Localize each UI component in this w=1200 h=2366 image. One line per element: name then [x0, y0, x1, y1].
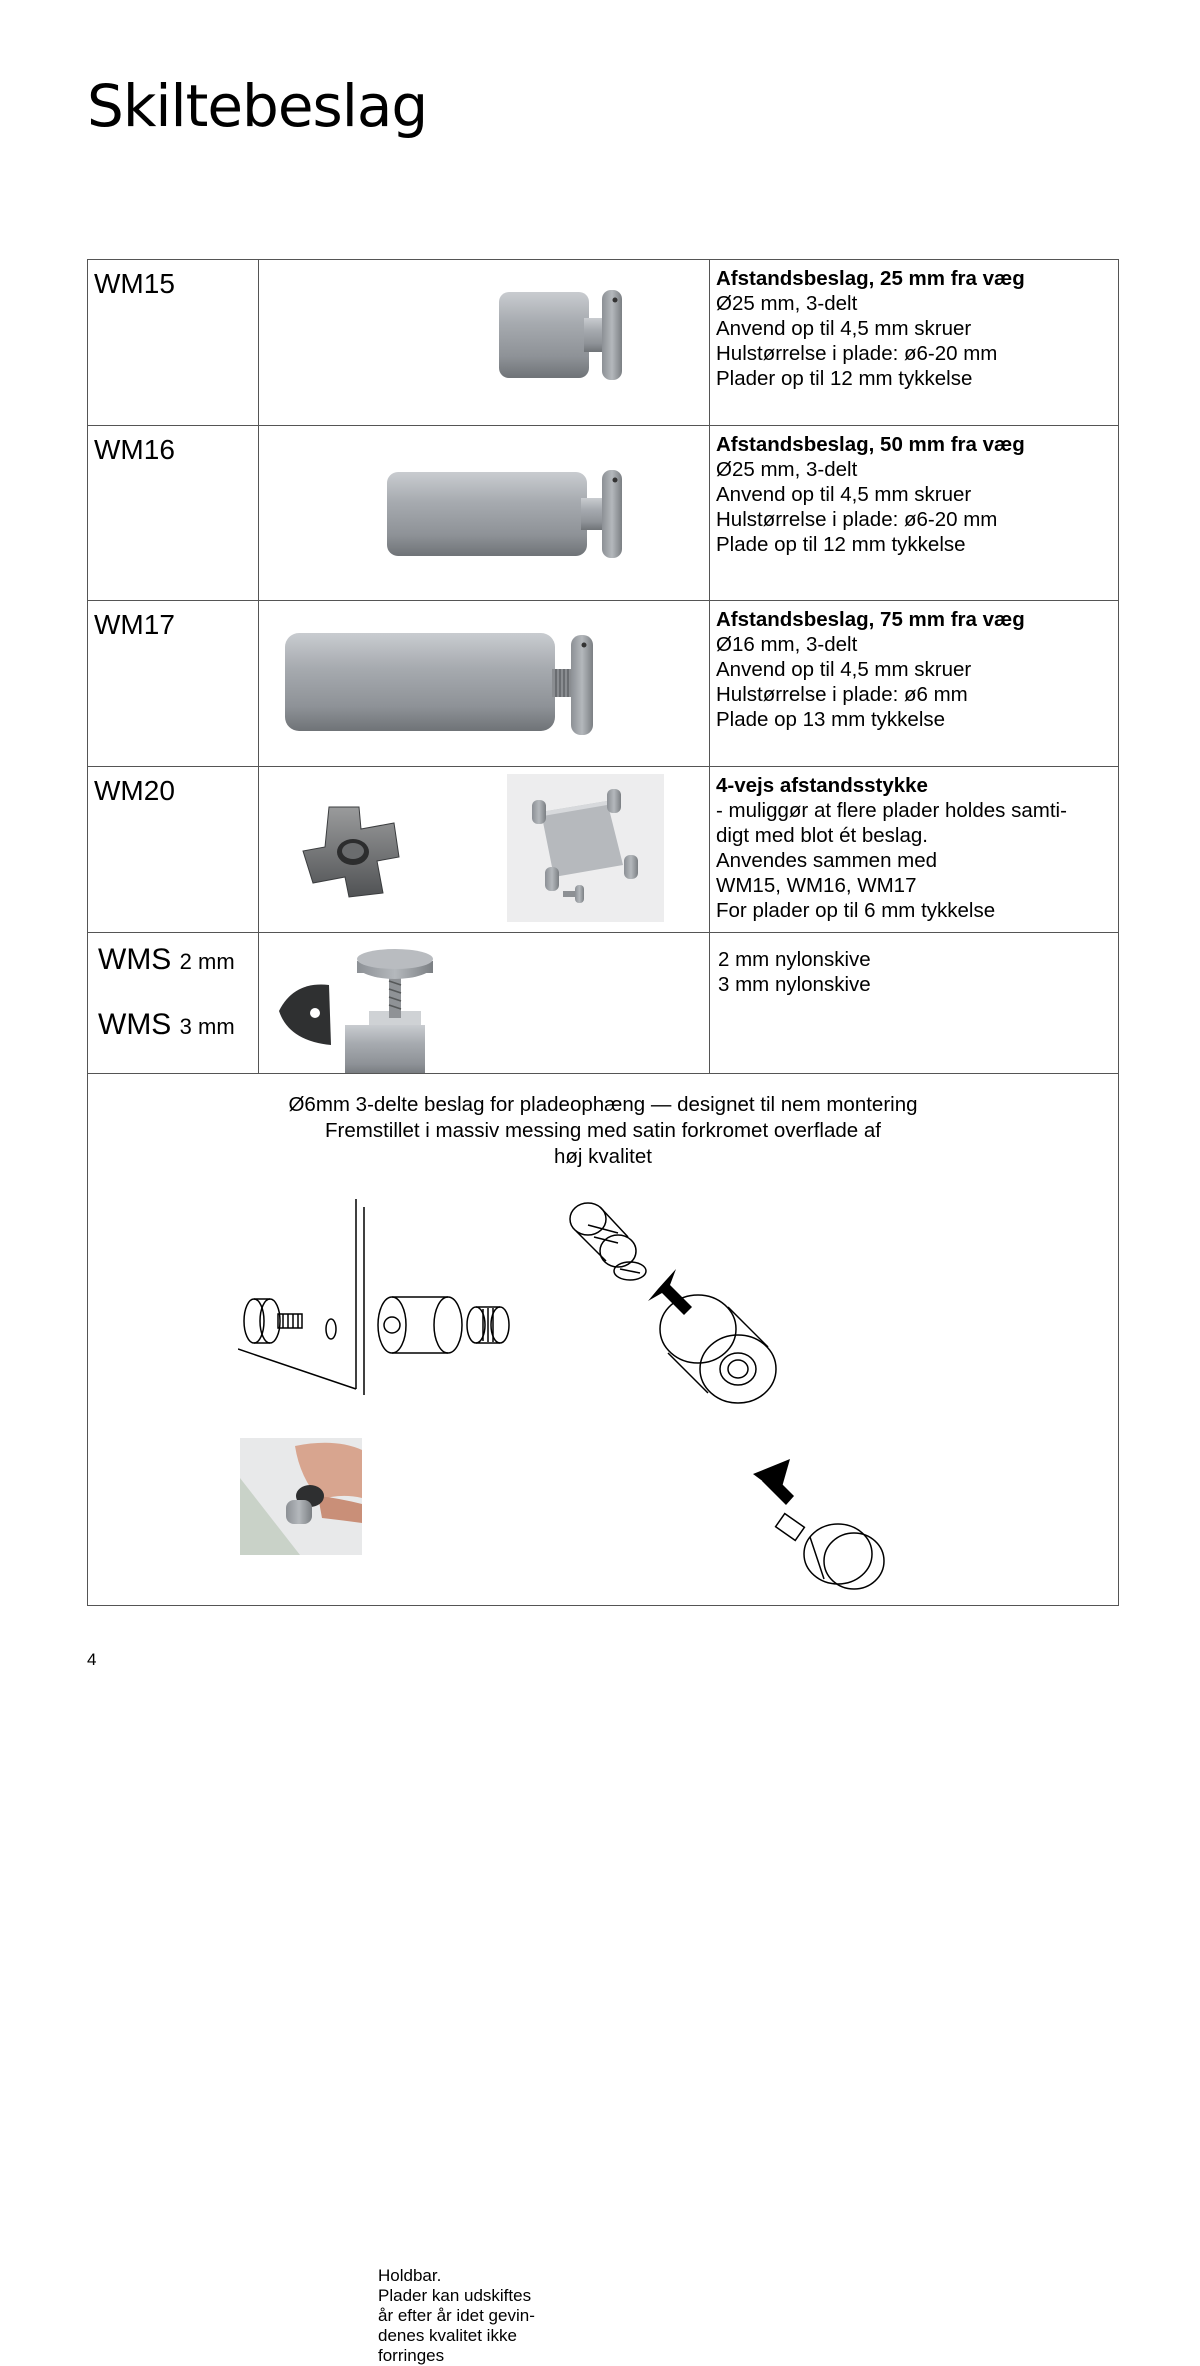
product-title: Afstandsbeslag, 25 mm fra væg	[716, 267, 1025, 290]
product-row-wm15	[88, 260, 1118, 426]
spec-line: WM15, WM16, WM17	[716, 874, 917, 897]
product-row-wm20	[88, 767, 1118, 933]
product-row-wm17	[88, 601, 1118, 767]
spec-line: Hulstørrelse i plade: ø6-20 mm	[716, 342, 998, 365]
product-image-wm20	[259, 767, 710, 932]
spec-line: Anvend op til 4,5 mm skruer	[716, 658, 972, 681]
spec-line: Plade op 13 mm tykkelse	[716, 708, 946, 731]
spec-line: Anvendes sammen med	[716, 849, 938, 872]
product-row-wms	[88, 933, 1118, 1074]
product-code-wms-2mm: WMS 2 mm	[98, 943, 235, 976]
product-code: WM17	[94, 609, 175, 640]
spec-line: Ø25 mm, 3-delt	[716, 292, 858, 315]
spec-line: Ø16 mm, 3-delt	[716, 633, 858, 656]
mounting-info	[88, 1074, 1118, 2365]
spec-line: Hulstørrelse i plade: ø6 mm	[716, 683, 968, 706]
product-image-wms	[259, 933, 710, 1073]
product-code: WM16	[94, 434, 175, 465]
product-image-wm15	[259, 260, 710, 425]
spec-line: For plader op til 6 mm tykkelse	[716, 899, 996, 922]
page-number: 4	[87, 1650, 97, 1669]
assembly-drawing	[238, 1199, 548, 1399]
product-code: WM15	[94, 268, 175, 299]
spec-line: Anvend op til 4,5 mm skruer	[716, 317, 972, 340]
durability-note: Holdbar. Plader kan udskiftes år efter år idet gevin- denes kvalitet ikke forringes	[378, 2266, 535, 2365]
product-image-wm17	[259, 601, 710, 766]
product-code: WM20	[94, 775, 175, 806]
spec-line: Anvend op til 4,5 mm skruer	[716, 483, 972, 506]
exploded-view-drawing	[558, 1189, 888, 1609]
product-title: Afstandsbeslag, 50 mm fra væg	[716, 433, 1025, 456]
page-title: Skiltebeslag	[87, 72, 428, 140]
product-row-wm16	[88, 426, 1118, 601]
spec-line: Hulstørrelse i plade: ø6-20 mm	[716, 508, 998, 531]
spec-line: 3 mm nylonskive	[718, 973, 871, 996]
hand-mounting-photo	[240, 1438, 362, 1555]
spec-line: Ø25 mm, 3-delt	[716, 458, 858, 481]
spec-line: 2 mm nylonskive	[718, 948, 871, 971]
spec-line: digt med blot ét beslag.	[716, 824, 928, 847]
product-table	[87, 259, 1119, 2365]
spec-line: Plader op til 12 mm tykkelse	[716, 367, 973, 390]
spec-line: - muliggør at flere plader holdes samti-	[716, 799, 1067, 822]
product-image-wm16	[259, 426, 710, 600]
product-title: Afstandsbeslag, 75 mm fra væg	[716, 608, 1025, 631]
product-code-wms-3mm: WMS 3 mm	[98, 1008, 235, 1041]
product-title: 4-vejs afstandsstykke	[716, 774, 928, 797]
intro-text: Ø6mm 3-delte beslag for pladeophæng — designet til nem montering Fremstillet i massiv messing med satin forkromet overflade af høj kvalitet	[288, 1093, 918, 1168]
spec-line: Plade op til 12 mm tykkelse	[716, 533, 966, 556]
